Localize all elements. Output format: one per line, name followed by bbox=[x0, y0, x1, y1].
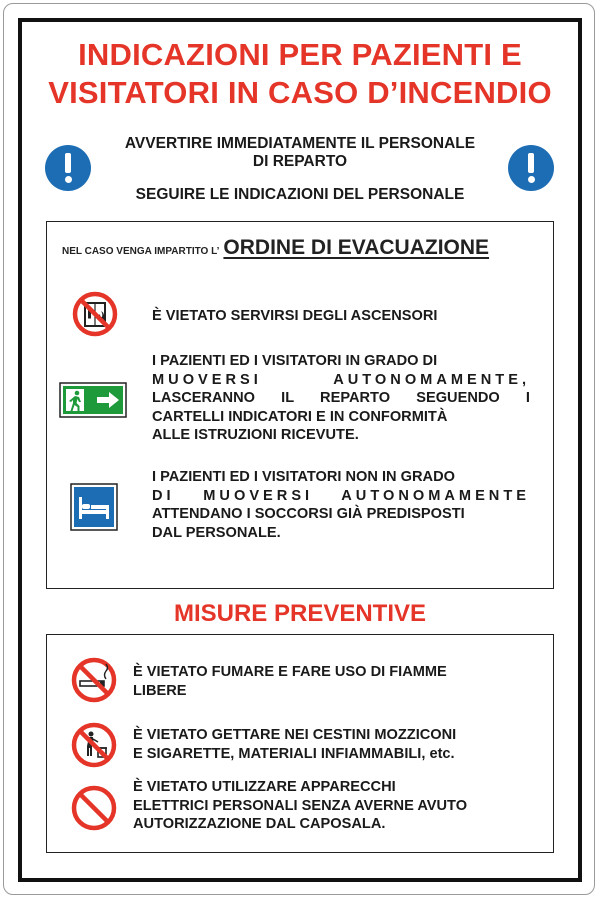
info-icon bbox=[508, 145, 554, 191]
sign-title bbox=[20, 36, 580, 112]
evac-rule-2-line: ALLE ISTRUZIONI RICEVUTE. bbox=[152, 427, 359, 443]
prev-rule-2 bbox=[133, 726, 543, 763]
emergency-exit-icon bbox=[59, 382, 127, 418]
info-line-1: AVVERTIRE IMMEDIATAMENTE IL PERSONALE bbox=[124, 135, 476, 152]
prev-rule-1-line: È VIETATO FUMARE E FARE USO DI FIAMME bbox=[133, 664, 447, 680]
evac-rule-1: È VIETATO SERVIRSI DEGLI ASCENSORI bbox=[152, 308, 438, 324]
evac-rule-2 bbox=[152, 352, 530, 445]
evac-rule-2-line: LASCERANNO IL REPARTO SEGUENDO I bbox=[152, 390, 530, 406]
evac-rule-2-line: CARTELLI INDICATORI E IN CONFORMITÀ bbox=[152, 408, 448, 425]
title-line-2: VISITATORI IN CASO D’INCENDIO bbox=[48, 75, 552, 110]
prev-rule-1 bbox=[133, 663, 533, 700]
evac-rule-2-line: I PAZIENTI ED I VISITATORI IN GRADO DI bbox=[152, 353, 438, 369]
prev-rule-3-line: AUTORIZZAZIONE DAL CAPOSALA. bbox=[133, 816, 386, 832]
evac-rule-3-line: DI MUOVERSI AUTONOMAMENTE bbox=[152, 487, 530, 504]
evacuation-heading: ORDINE DI EVACUAZIONE bbox=[223, 236, 490, 259]
prev-rule-2-line: È VIETATO GETTARE NEI CESTINI MOZZICONI bbox=[133, 727, 457, 743]
evac-rule-3-line: ATTENDANO I SOCCORSI GIÀ PREDISPOSTI bbox=[152, 506, 465, 522]
no-elevator-icon bbox=[72, 291, 118, 337]
preventive-heading: MISURE PREVENTIVE bbox=[173, 600, 427, 627]
prohibition-icon bbox=[71, 785, 117, 831]
evac-rule-3 bbox=[152, 468, 530, 542]
info-icon bbox=[45, 145, 91, 191]
evac-rule-3-line: I PAZIENTI ED I VISITATORI NON IN GRADO bbox=[152, 469, 455, 485]
title-line-1: INDICAZIONI PER PAZIENTI E bbox=[78, 37, 522, 72]
prev-rule-1-line: LIBERE bbox=[133, 682, 187, 699]
evac-rule-2-line: MUOVERSI AUTONOMAMENTE, bbox=[152, 371, 530, 388]
info-line-2: DI REPARTO bbox=[252, 153, 348, 170]
evacuation-heading-line bbox=[62, 236, 542, 260]
prev-rule-3-line: È VIETATO UTILIZZARE APPARECCHI bbox=[133, 779, 396, 795]
prev-rule-3-line: ELETTRICI PERSONALI SENZA AVERNE AVUTO bbox=[133, 797, 468, 814]
prev-rule-3 bbox=[133, 778, 543, 834]
bed-icon bbox=[70, 483, 118, 531]
evacuation-prefix: NEL CASO VENGA IMPARTITO L’ bbox=[62, 246, 220, 257]
evac-rule-3-line: DAL PERSONALE. bbox=[152, 524, 281, 541]
no-smoking-icon bbox=[71, 657, 117, 703]
prev-rule-2-line: E SIGARETTE, MATERIALI INFIAMMABILI, etc. bbox=[133, 745, 455, 762]
no-littering-icon bbox=[71, 722, 117, 768]
info-line-3: SEGUIRE LE INDICAZIONI DEL PERSONALE bbox=[135, 186, 465, 203]
